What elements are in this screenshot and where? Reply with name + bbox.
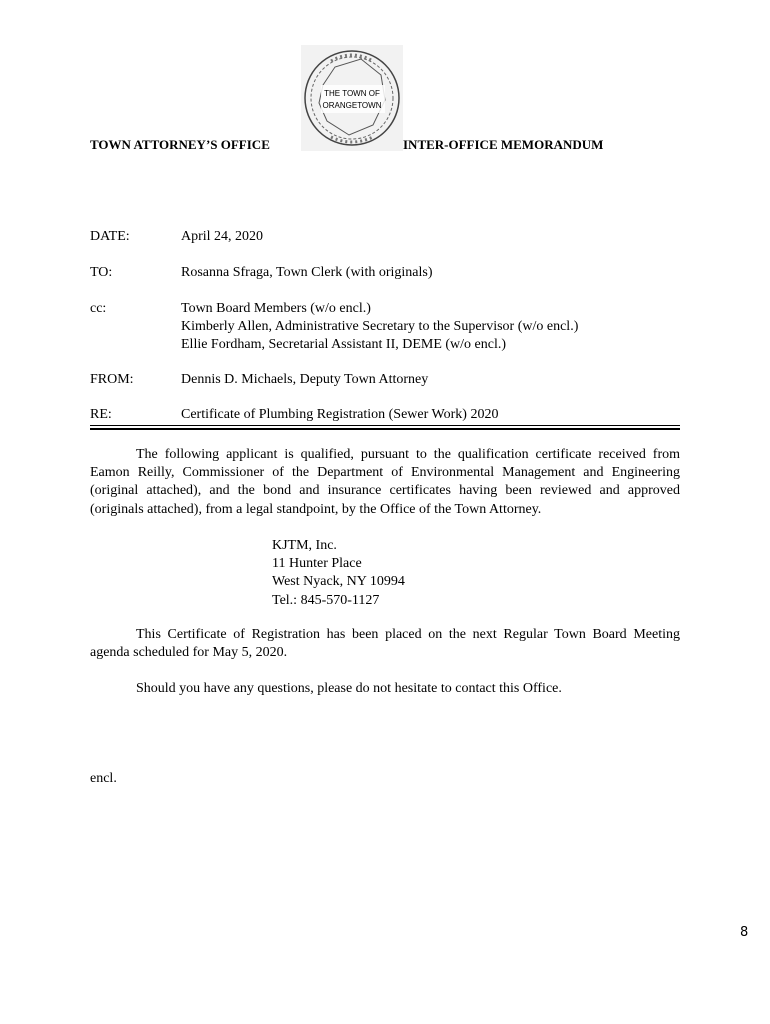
svg-text:ORANGETOWN: ORANGETOWN <box>322 101 382 110</box>
to-label: TO: <box>90 265 113 280</box>
from-label: FROM: <box>90 372 134 387</box>
office-heading: TOWN ATTORNEY’S OFFICE <box>90 137 270 152</box>
town-seal <box>301 45 403 151</box>
body-paragraph-1: The following applicant is qualified, pursuant to the qualification certificate received from Eamon Reilly, Commissioner of the Department of Environmental Management and Engineering (original attached), and the bond and insurance certificates having been reviewed and approved (originals attached), from a legal standpoint, by the Office of the Town Attorney. <box>90 447 680 517</box>
divider-thick <box>90 428 680 430</box>
body-paragraph-2: This Certificate of Registration has been placed on the next Regular Town Board Meeting agenda scheduled for May 5, 2020. <box>90 627 680 661</box>
date-value: April 24, 2020 <box>181 229 264 244</box>
cc-label: cc: <box>90 301 107 316</box>
divider <box>90 425 680 426</box>
to-value: Rosanna Sfraga, Town Clerk (with originals) <box>181 265 433 280</box>
re-value: Certificate of Plumbing Registration (Sewer Work) 2020 <box>181 407 499 422</box>
memo-type-heading: INTER-OFFICE MEMORANDUM <box>403 137 604 152</box>
address-line: 11 Hunter Place <box>272 556 362 572</box>
page-number: 8 <box>740 925 749 940</box>
cc-item: Ellie Fordham, Secretarial Assistant II, DEME (w/o encl.) <box>181 337 507 352</box>
address-line: Tel.: 845-570-1127 <box>272 592 380 608</box>
applicant-address <box>272 537 405 610</box>
cc-item: Kimberly Allen, Administrative Secretary to the Supervisor (w/o encl.) <box>181 319 579 334</box>
from-value: Dennis D. Michaels, Deputy Town Attorney <box>181 372 429 387</box>
svg-text:THE TOWN OF: THE TOWN OF <box>324 89 380 98</box>
body-paragraph-3: Should you have any questions, please do not hesitate to contact this Office. <box>136 681 562 696</box>
cc-item: Town Board Members (w/o encl.) <box>181 301 371 316</box>
address-line: West Nyack, NY 10994 <box>272 574 405 590</box>
address-line: KJTM, Inc. <box>272 538 337 553</box>
cc-list <box>181 300 578 354</box>
re-label: RE: <box>90 407 112 422</box>
seal-graphic <box>301 45 403 151</box>
enclosure-note: encl. <box>90 771 117 786</box>
date-label: DATE: <box>90 229 130 244</box>
